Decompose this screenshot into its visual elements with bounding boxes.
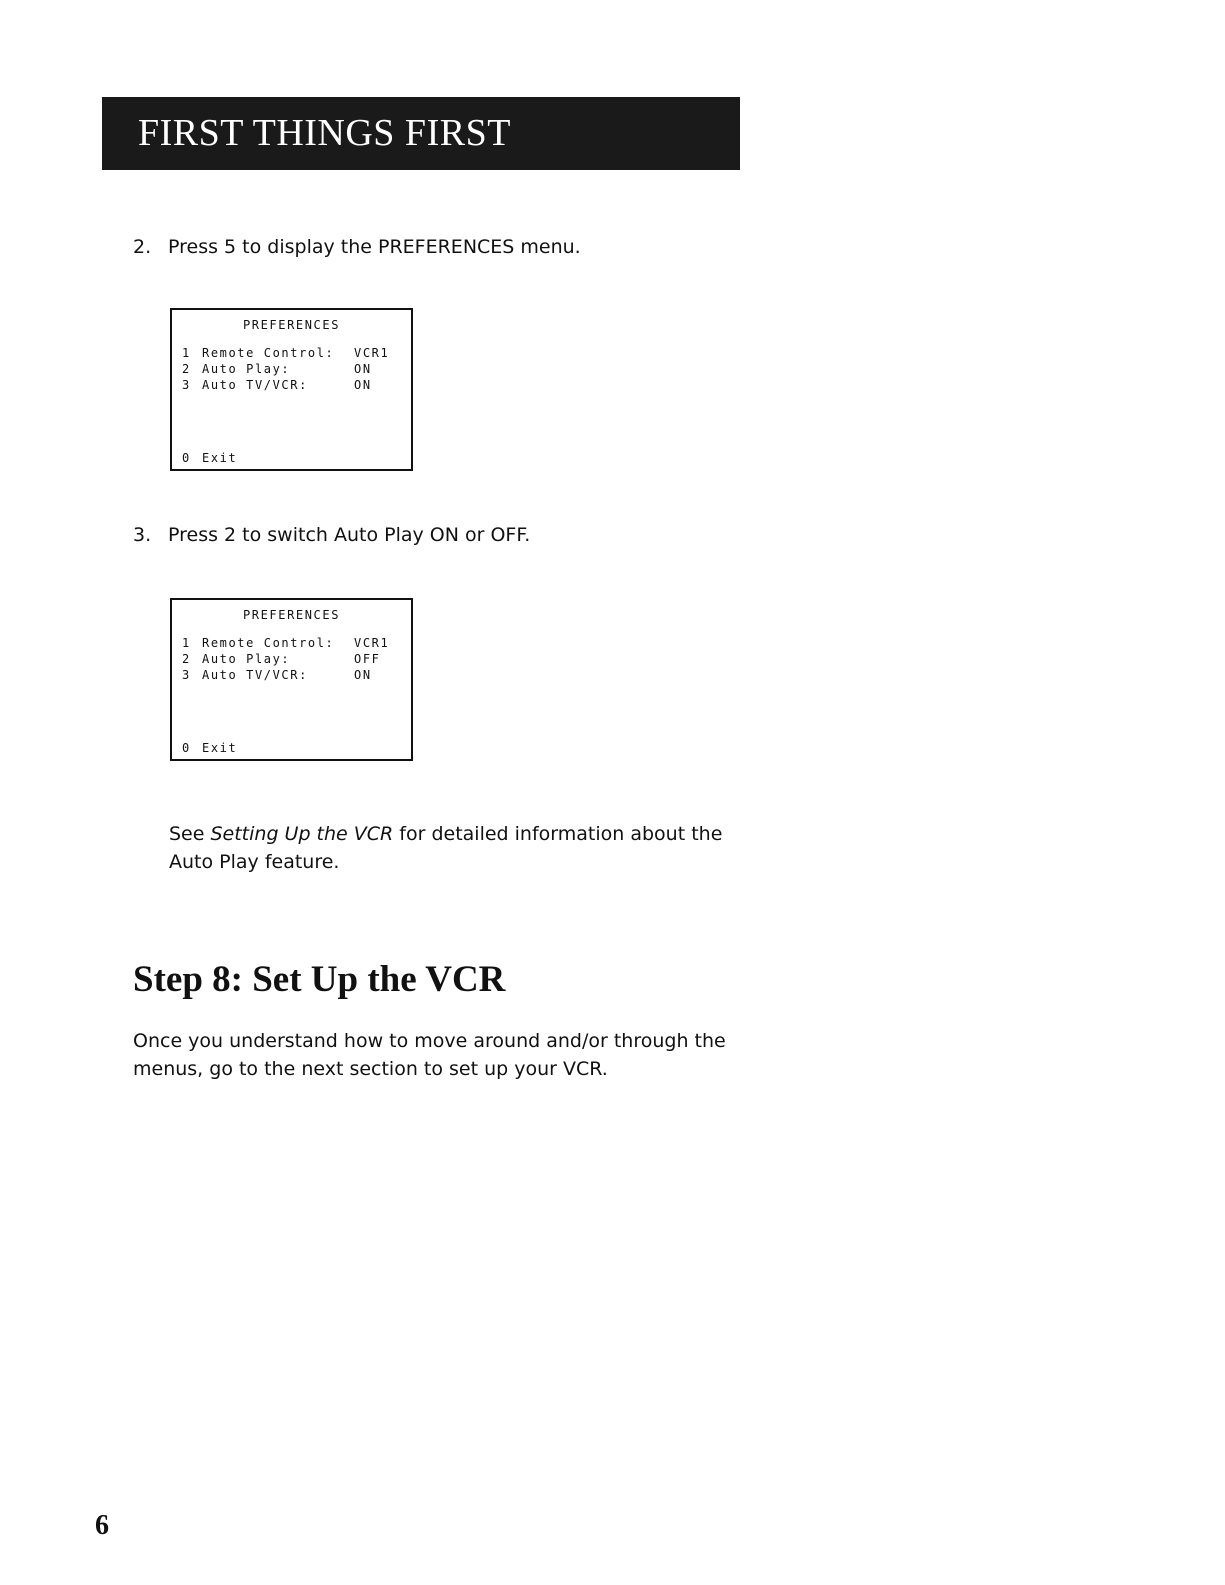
menu-item-value: VCR1 xyxy=(354,636,390,650)
menu-exit-label: Exit xyxy=(202,451,238,465)
menu-item-value: OFF xyxy=(354,652,381,666)
menu-item-label: Auto Play: xyxy=(202,362,291,376)
cross-reference-title: Setting Up the VCR xyxy=(210,823,394,845)
menu-exit-number: 0 xyxy=(182,451,191,465)
section-body: Once you understand how to move around and/or through the menus, go to the next section to set up your VCR. xyxy=(133,1030,726,1080)
menu-item-number: 2 xyxy=(182,362,191,376)
menu-exit-label: Exit xyxy=(202,741,238,755)
step-number: 2. xyxy=(133,236,152,258)
menu-item-label: Remote Control: xyxy=(202,636,335,650)
header-banner xyxy=(102,97,740,170)
see-also-note xyxy=(169,820,729,876)
menu-item-number: 1 xyxy=(182,346,191,360)
preferences-menu-screen-2 xyxy=(170,598,413,761)
menu-item-label: Auto TV/VCR: xyxy=(202,668,308,682)
menu-item-number: 2 xyxy=(182,652,191,666)
section-heading: Step 8: Set Up the VCR xyxy=(133,959,506,1000)
menu-item-label: Auto TV/VCR: xyxy=(202,378,308,392)
menu-item-value: ON xyxy=(354,668,372,682)
menu-item-number: 3 xyxy=(182,378,191,392)
see-note-suffix: for detailed information about the Auto Play feature. xyxy=(169,823,723,873)
menu-item-value: ON xyxy=(354,378,372,392)
chapter-title: FIRST THINGS FIRST xyxy=(138,112,511,154)
see-note-prefix: See xyxy=(169,823,211,845)
menu-exit-number: 0 xyxy=(182,741,191,755)
preferences-menu-screen-1 xyxy=(170,308,413,471)
step-text: Press 5 to display the PREFERENCES menu. xyxy=(168,236,581,258)
step-text: Press 2 to switch Auto Play ON or OFF. xyxy=(168,524,531,546)
menu-item-number: 1 xyxy=(182,636,191,650)
menu-item-number: 3 xyxy=(182,668,191,682)
menu-item-value: VCR1 xyxy=(354,346,390,360)
menu-title: PREFERENCES xyxy=(242,318,341,332)
page-number: 6 xyxy=(95,1510,109,1541)
step-number: 3. xyxy=(133,524,152,546)
menu-title: PREFERENCES xyxy=(242,608,341,622)
menu-item-label: Auto Play: xyxy=(202,652,291,666)
menu-item-label: Remote Control: xyxy=(202,346,335,360)
menu-item-value: ON xyxy=(354,362,372,376)
